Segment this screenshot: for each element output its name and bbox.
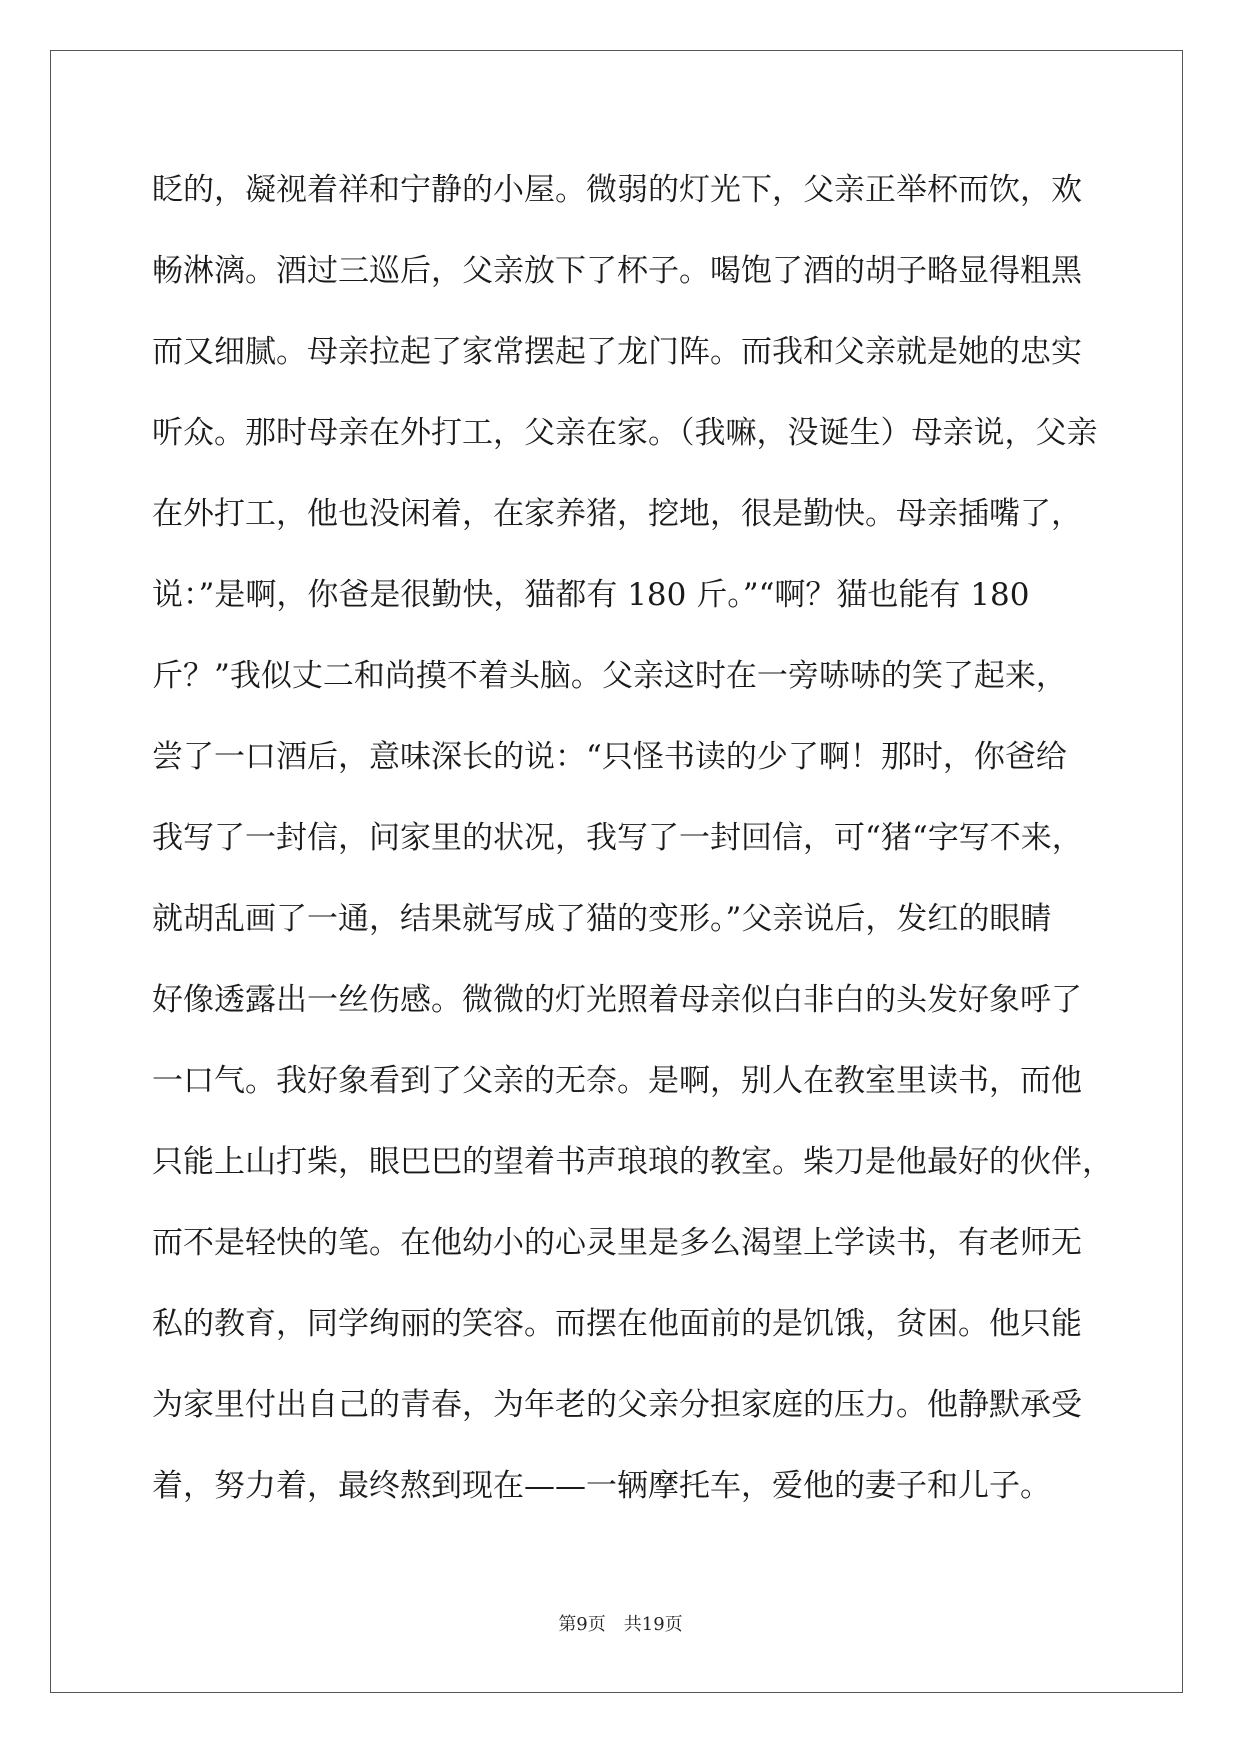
- text-line: 说：”是啊，你爸是很勤快，猫都有 180 斤。”“啊？猫也能有 180: [152, 577, 1030, 613]
- page-number: 第9页 共19页: [558, 1614, 683, 1635]
- text-line: 私的教育，同学绚丽的笑容。而摆在他面前的是饥饿，贫困。他只能: [152, 1306, 1082, 1342]
- text-line: 在外打工，他也没闲着，在家养猪，挖地，很是勤快。母亲插嘴了，: [152, 496, 1082, 532]
- text-line: 为家里付出自己的青春，为年老的父亲分担家庭的压力。他静默承受: [152, 1387, 1082, 1423]
- text-line: 一口气。我好象看到了父亲的无奈。是啊，别人在教室里读书，而他: [152, 1063, 1082, 1099]
- body-text: [152, 160, 1113, 1537]
- text-line: 而又细腻。母亲拉起了家常摆起了龙门阵。而我和父亲就是她的忠实: [152, 334, 1082, 370]
- text-line: 听众。那时母亲在外打工，父亲在家。（我嘛，没诞生）母亲说，父亲: [152, 415, 1098, 451]
- text-line: 就胡乱画了一通，结果就写成了猫的变形。”父亲说后，发红的眼睛: [152, 901, 1052, 937]
- text-line: 眨的，凝视着祥和宁静的小屋。微弱的灯光下，父亲正举杯而饮，欢: [152, 172, 1082, 208]
- text-line: 而不是轻快的笔。在他幼小的心灵里是多么渴望上学读书，有老师无: [152, 1225, 1082, 1261]
- text-line: 只能上山打柴，眼巴巴的望着书声琅琅的教室。柴刀是他最好的伙伴，: [152, 1144, 1113, 1180]
- text-line: 斤？”我似丈二和尚摸不着头脑。父亲这时在一旁哧哧的笑了起来，: [152, 658, 1067, 694]
- text-line: 着，努力着，最终熬到现在——一辆摩托车，爱他的妻子和儿子。: [152, 1468, 1051, 1504]
- text-line: 尝了一口酒后，意味深长的说：“只怪书读的少了啊！那时，你爸给: [152, 739, 1067, 775]
- text-line: 好像透露出一丝伤感。微微的灯光照着母亲似白非白的头发好象呼了: [152, 982, 1082, 1018]
- text-line: 畅淋漓。酒过三巡后，父亲放下了杯子。喝饱了酒的胡子略显得粗黑: [152, 253, 1082, 289]
- text-line: 我写了一封信，问家里的状况，我写了一封回信，可“猪“字写不来，: [152, 820, 1083, 856]
